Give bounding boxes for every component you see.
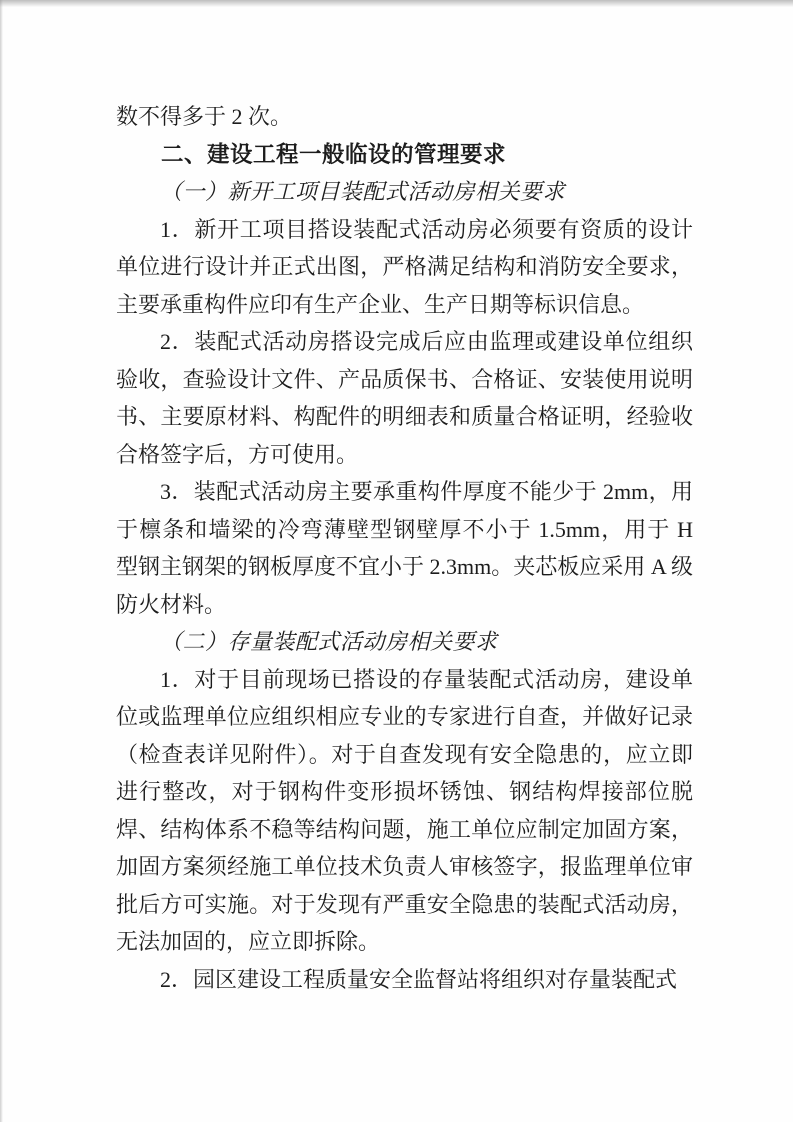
section-1-paragraph-1: 1．新开工项目搭设装配式活动房必须要有资质的设计单位进行设计并正式出图，严格满足结构和消防安全要求，主要承重构件应印有生产企业、生产日期等标识信息。 <box>116 216 693 317</box>
paragraph-continuation: 数不得多于 2 次。 <box>116 104 293 129</box>
section-1-paragraph-3: 3．装配式活动房主要承重构件厚度不能少于 2mm，用于檩条和墙梁的冷弯薄壁型钢壁厚不小于 1.5mm，用于 H 型钢主钢架的钢板厚度不宜小于 2.3mm。夹芯板应采用 A 级防火材料。 <box>116 479 693 617</box>
subheading-section-2: （二）存量装配式活动房相关要求 <box>160 629 498 654</box>
main-heading: 二、建设工程一般临设的管理要求 <box>161 141 507 167</box>
section-2-paragraph-2: 2．园区建设工程质量安全监督站将组织对存量装配式 <box>160 966 678 992</box>
subheading-section-1: （一）新开工项目装配式活动房相关要求 <box>160 179 566 204</box>
section-1-paragraph-2: 2．装配式活动房搭设完成后应由监理或建设单位组织验收，查验设计文件、产品质保书、合格证、安装使用说明书、主要原材料、构配件的明细表和质量合格证明，经验收合格签字后，方可使用。 <box>116 329 693 467</box>
section-2-paragraph-1: 1．对于目前现场已搭设的存量装配式活动房，建设单位或监理单位应组织相应专业的专家进行自查，并做好记录（检查表详见附件）。对于自查发现有安全隐患的，应立即进行整改，对于钢构件变形损坏锈蚀、钢结构焊接部位脱焊、结构体系不稳等结构问题，施工单位应制定加固方案，加固方案须经施工单位技术负责人审核签字，报监理单位审批后方可实施。对于发现有严重安全隐患的装配式活动房，无法加固的，应立即拆除。 <box>116 666 693 954</box>
scan-artifact-top-edge <box>0 0 793 8</box>
scan-artifact-left-edge <box>0 0 3 1122</box>
